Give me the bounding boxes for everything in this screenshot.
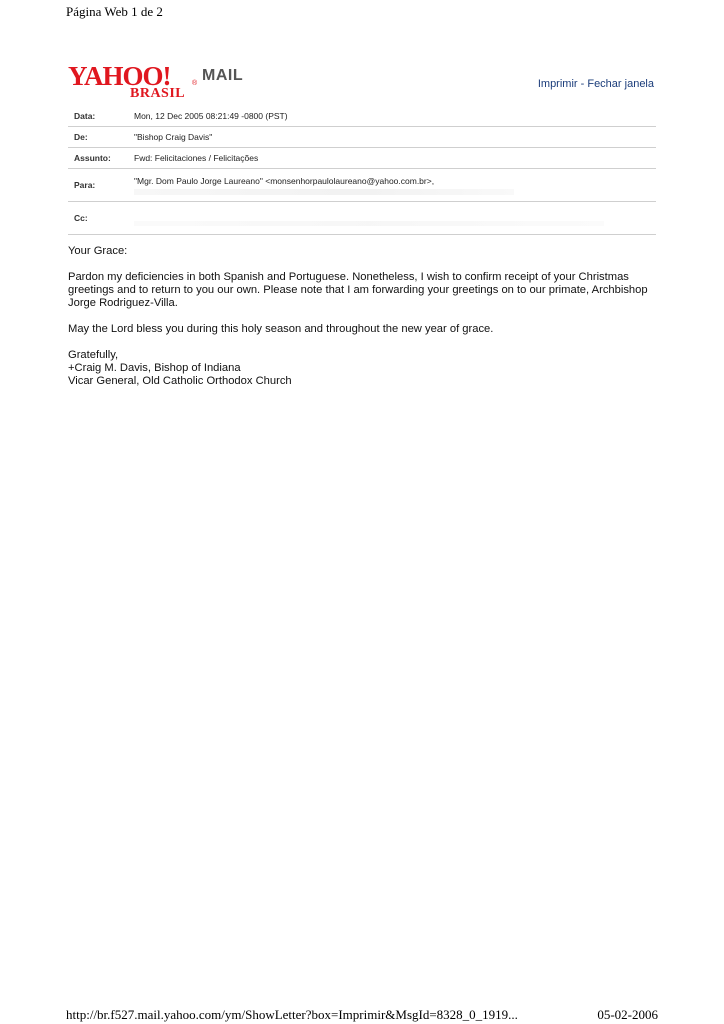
- print-link[interactable]: Imprimir: [537, 78, 578, 90]
- header-row-subject: [68, 148, 656, 169]
- message-paragraph-1: Pardon my deficiencies in both Spanish and Portuguese. Nonetheless, I wish to confirm receipt of your Christmas greetings and to return to you our own. Please note that I am forwarding your greetings on to our primate, Archbishop Jorge Rodriguez-Villa.: [68, 271, 648, 309]
- email-header-table: [68, 106, 656, 235]
- signature-name: +Craig M. Davis, Bishop of Indiana: [68, 362, 241, 374]
- logo-registered-mark: ®: [192, 80, 198, 87]
- message-paragraph-2: May the Lord bless you during this holy season and throughout the new year of grace.: [68, 323, 494, 335]
- from-label: De:: [68, 127, 130, 148]
- subject-value: Fwd: Felicitaciones / Felicitações: [130, 148, 656, 169]
- subject-label: Assunto:: [68, 148, 130, 169]
- message-signature: [68, 349, 658, 388]
- header-row-date: [68, 106, 656, 127]
- to-value-cell: [130, 169, 656, 202]
- header-row-cc: [68, 202, 656, 235]
- to-label: Para:: [68, 169, 130, 202]
- signature-title: Vicar General, Old Catholic Orthodox Church: [68, 375, 292, 387]
- logo-brasil-text: BRASIL: [130, 86, 186, 101]
- cc-value-cell: [130, 202, 656, 235]
- mail-topbar: [68, 61, 656, 102]
- print-close-links: [538, 78, 654, 90]
- link-separator: -: [577, 78, 588, 90]
- from-value: "Bishop Craig Davis": [130, 127, 656, 148]
- message-greeting: Your Grace:: [68, 245, 128, 257]
- header-row-from: [68, 127, 656, 148]
- cc-label: Cc:: [68, 202, 130, 235]
- header-row-to: [68, 169, 656, 202]
- date-label: Data:: [68, 106, 130, 127]
- footer-url: http://br.f527.mail.yahoo.com/ym/ShowLetter?box=Imprimir&MsgId=8328_0_1919...: [66, 1007, 518, 1022]
- logo-mail-text: MAIL: [202, 67, 244, 84]
- email-print-view: [68, 61, 656, 401]
- footer-date: 05-02-2006: [597, 1007, 658, 1022]
- cc-value-faded-line: [134, 221, 604, 226]
- signature-closing: Gratefully,: [68, 349, 119, 361]
- message-body: [68, 245, 658, 388]
- yahoo-mail-brasil-logo: [68, 61, 258, 102]
- to-value-faded-line: [134, 189, 514, 195]
- print-page-footer: [66, 1007, 658, 1023]
- close-window-link[interactable]: Fechar janela: [587, 78, 654, 90]
- to-value: "Mgr. Dom Paulo Jorge Laureano" <monsenhorpaulolaureano@yahoo.com.br>,: [134, 176, 435, 186]
- logo-yahoo-text: YAHOO!: [68, 61, 171, 91]
- print-page-header: Página Web 1 de 2: [66, 4, 163, 19]
- date-value: Mon, 12 Dec 2005 08:21:49 -0800 (PST): [130, 106, 656, 127]
